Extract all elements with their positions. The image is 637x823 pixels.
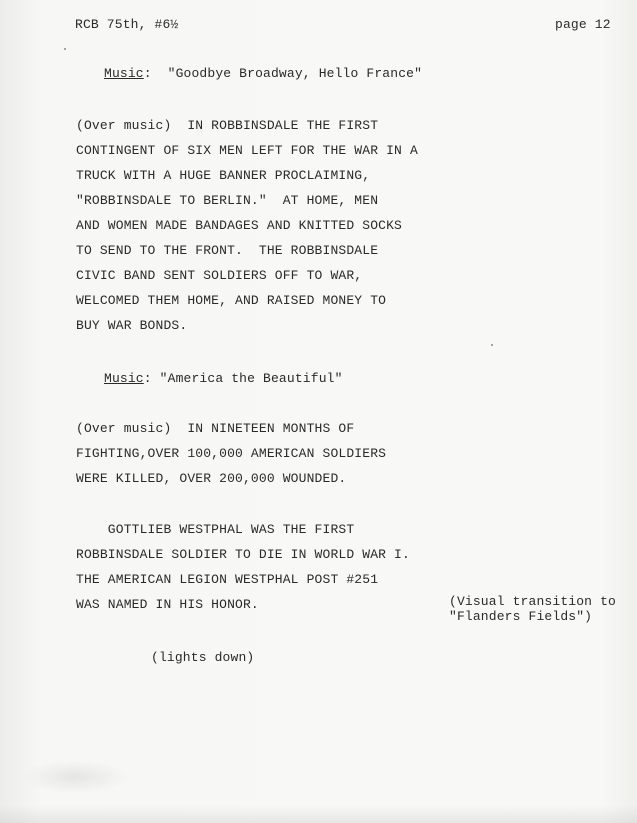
music-cue-label: Music: [104, 66, 144, 81]
text-line: THE AMERICAN LEGION WESTPHAL POST #251: [76, 572, 379, 587]
text-line: "Flanders Fields"): [449, 609, 593, 624]
text-line: TRUCK WITH A HUGE BANNER PROCLAIMING,: [76, 168, 371, 183]
text-line: CONTINGENT OF SIX MEN LEFT FOR THE WAR IN A: [76, 143, 418, 158]
scan-smudge: [20, 760, 130, 794]
lights-cue: (lights down): [151, 650, 255, 665]
text-line: BUY WAR BONDS.: [76, 318, 188, 333]
text-line: WELCOMED THEM HOME, AND RAISED MONEY TO: [76, 293, 387, 308]
text-line: "ROBBINSDALE TO BERLIN." AT HOME, MEN: [76, 193, 379, 208]
text-line: CIVIC BAND SENT SOLDIERS OFF TO WAR,: [76, 268, 363, 283]
music-cue-title: : "Goodbye Broadway, Hello France": [143, 66, 423, 81]
text-line: ROBBINSDALE SOLDIER TO DIE IN WORLD WAR I.: [76, 547, 410, 562]
scan-edge: [0, 805, 637, 823]
text-line: (Visual transition to: [449, 594, 616, 609]
text-line: WAS NAMED IN HIS HONOR.: [76, 597, 259, 612]
paper-speck: [491, 344, 493, 346]
music-cue-title: : "America the Beautiful": [143, 371, 343, 386]
text-line: GOTTLIEB WESTPHAL WAS THE FIRST: [76, 522, 355, 537]
page-number: page 12: [555, 17, 611, 32]
music-cue-2: [104, 371, 343, 387]
text-line: TO SEND TO THE FRONT. THE ROBBINSDALE: [76, 243, 379, 258]
text-line: AND WOMEN MADE BANDAGES AND KNITTED SOCKS: [76, 218, 403, 233]
header-code: RCB 75th, #6½: [75, 17, 179, 32]
music-cue-1: [104, 66, 422, 82]
paper-speck: [64, 48, 66, 50]
text-line: (Over music) IN NINETEEN MONTHS OF: [76, 421, 355, 436]
text-line: WERE KILLED, OVER 200,000 WOUNDED.: [76, 471, 347, 486]
music-cue-label: Music: [104, 371, 144, 386]
text-line: (Over music) IN ROBBINSDALE THE FIRST: [76, 118, 379, 133]
text-line: FIGHTING,OVER 100,000 AMERICAN SOLDIERS: [76, 446, 387, 461]
